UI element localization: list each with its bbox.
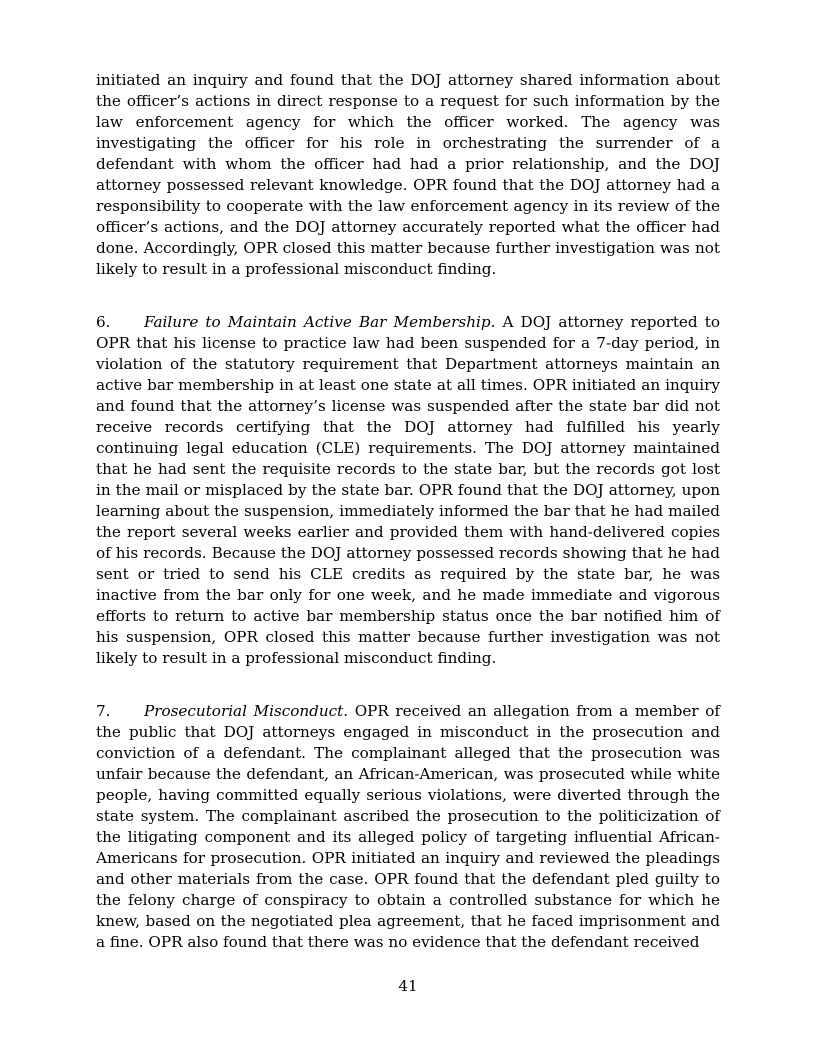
paragraph-number: 7. — [96, 702, 111, 720]
paragraph-heading: Prosecutorial Misconduct. — [144, 702, 349, 720]
document-body — [96, 70, 720, 953]
paragraph-heading: Failure to Maintain Active Bar Membership. — [144, 313, 496, 331]
paragraph-number: 6. — [96, 313, 111, 331]
paragraph-text: OPR received an allegation from a member of the public that DOJ attorneys engaged in misconduct in the prosecution and conviction of a defendant. The complainant alleged that the prosecution was unfair because the defendant, an African-American, was prosecuted while white people, having committed equally serious violations, were diverted through the state system. The complainant ascribed the prosecution to the politicization of the litigating component and its alleged policy of targeting influential African-Americans for prosecution. OPR initiated an inquiry and reviewed the pleadings and other materials from the case. OPR found that the defendant pled guilty to the felony charge of conspiracy to obtain a controlled substance for which he knew, based on the negotiated plea agreement, that he faced imprisonment and a fine. OPR also found that there was no evidence that the defendant received — [96, 702, 720, 951]
page-number: 41 — [398, 977, 418, 995]
paragraph-continued — [96, 70, 720, 280]
paragraph-7 — [96, 701, 720, 953]
paragraph-text: initiated an inquiry and found that the DOJ attorney shared information about the officer’s actions in direct response to a request for such information by the law enforcement agency for which the officer worked. The agency was investigating the officer for his role in orchestrating the surrender of a defendant with whom the officer had had a prior relationship, and the DOJ attorney possessed relevant knowledge. OPR found that the DOJ attorney had a responsibility to cooperate with the law enforcement agency in its review of the officer’s actions, and the DOJ attorney accurately reported what the officer had done. Accordingly, OPR closed this matter because further investigation was not likely to result in a professional misconduct finding. — [96, 71, 720, 278]
paragraph-6 — [96, 312, 720, 669]
paragraph-text: A DOJ attorney reported to OPR that his license to practice law had been suspended for a 7-day period, in violation of the statutory requirement that Department attorneys maintain an active bar membership in at least one state at all times. OPR initiated an inquiry and found that the attorney’s license was suspended after the state bar did not receive records certifying that the DOJ attorney had fulfilled his yearly continuing legal education (CLE) requirements. The DOJ attorney maintained that he had sent the requisite records to the state bar, but the records got lost in the mail or misplaced by the state bar. OPR found that the DOJ attorney, upon learning about the suspension, immediately informed the bar that he had mailed the report several weeks earlier and provided them with hand-delivered copies of his records. Because the DOJ attorney possessed records showing that he had sent or tried to send his CLE credits as required by the state bar, he was inactive from the bar only for one week, and he made immediate and vigorous efforts to return to active bar membership status once the bar notified him of his suspension, OPR closed this matter because further investigation was not likely to result in a professional misconduct finding. — [96, 313, 720, 667]
